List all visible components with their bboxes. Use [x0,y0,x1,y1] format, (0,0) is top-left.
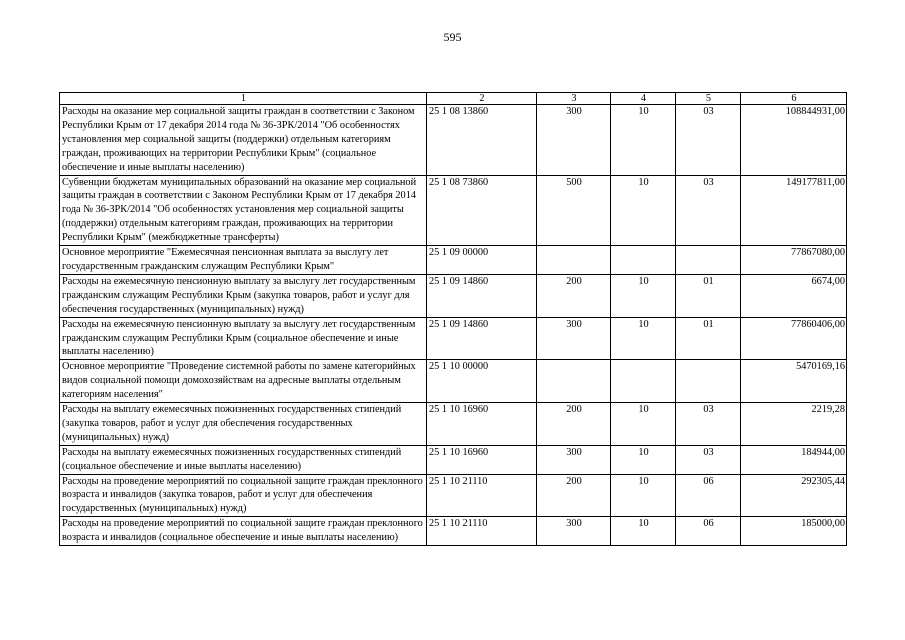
table-row [60,474,847,517]
section-code-cell: 10 [611,105,676,176]
table-row [60,517,847,546]
subsection-code-cell: 01 [676,274,741,317]
amount-cell: 5470169,16 [741,360,847,403]
target-article-code-cell: 25 1 09 14860 [427,317,537,360]
section-code-cell: 10 [611,403,676,446]
column-header: 5 [676,93,741,105]
amount-cell: 292305,44 [741,474,847,517]
table-row [60,360,847,403]
section-code-cell: 10 [611,175,676,246]
target-article-code-cell: 25 1 08 73860 [427,175,537,246]
section-code-cell: 10 [611,474,676,517]
target-article-code-cell: 25 1 09 00000 [427,246,537,275]
expense-name-cell: Основное мероприятие "Проведение системной работы по замене категорийных видов социальной помощи домохозяйствам на адресные выплаты отдельным категориям населения" [60,360,427,403]
amount-cell: 77860406,00 [741,317,847,360]
amount-cell: 77867080,00 [741,246,847,275]
table-row [60,317,847,360]
expense-type-code-cell: 200 [537,274,611,317]
expense-type-code-cell: 300 [537,105,611,176]
table-row [60,274,847,317]
table-header-row [60,93,847,105]
expense-type-code-cell: 500 [537,175,611,246]
table-row [60,445,847,474]
target-article-code-cell: 25 1 10 16960 [427,403,537,446]
target-article-code-cell: 25 1 10 16960 [427,445,537,474]
expense-type-code-cell: 200 [537,474,611,517]
amount-cell: 108844931,00 [741,105,847,176]
target-article-code-cell: 25 1 10 00000 [427,360,537,403]
subsection-code-cell: 06 [676,517,741,546]
amount-cell: 185000,00 [741,517,847,546]
table-row [60,105,847,176]
subsection-code-cell: 03 [676,105,741,176]
expense-type-code-cell: 300 [537,317,611,360]
expense-name-cell: Расходы на проведение мероприятий по социальной защите граждан преклонного возраста и инвалидов (социальное обеспечение и иные выплаты населению) [60,517,427,546]
section-code-cell: 10 [611,445,676,474]
subsection-code-cell [676,246,741,275]
subsection-code-cell: 03 [676,175,741,246]
expense-name-cell: Расходы на проведение мероприятий по социальной защите граждан преклонного возраста и инвалидов (закупка товаров, работ и услуг для обеспечения государственных (муниципальных) нужд) [60,474,427,517]
target-article-code-cell: 25 1 09 14860 [427,274,537,317]
column-header: 2 [427,93,537,105]
expense-name-cell: Основное мероприятие "Ежемесячная пенсионная выплата за выслугу лет государственным гражданским служащим Республики Крым" [60,246,427,275]
expense-name-cell: Расходы на оказание мер социальной защиты граждан в соответствии с Законом Республики Крым от 17 декабря 2014 года № 36-ЗРК/2014 "Об особенностях установления мер социальной защиты (поддержки) отдельным категориям граждан, проживающих на территории Республики Крым" (социальное обеспечение и иные выплаты населению) [60,105,427,176]
expense-type-code-cell [537,360,611,403]
expense-name-cell: Субвенции бюджетам муниципальных образований на оказание мер социальной защиты граждан в соответствии с Законом Республики Крым от 17 декабря 2014 года № 36-ЗРК/2014 "Об особенностях установления мер социальной защиты (поддержки) отдельным категориям граждан, проживающих на территории Республики Крым" (межбюджетные трансферты) [60,175,427,246]
amount-cell: 2219,28 [741,403,847,446]
subsection-code-cell [676,360,741,403]
section-code-cell: 10 [611,317,676,360]
subsection-code-cell: 03 [676,403,741,446]
section-code-cell [611,246,676,275]
column-header: 6 [741,93,847,105]
budget-table [59,92,847,546]
column-header: 4 [611,93,676,105]
column-header: 1 [60,93,427,105]
expense-name-cell: Расходы на выплату ежемесячных пожизненных государственных стипендий (социальное обеспечение и иные выплаты населению) [60,445,427,474]
expense-name-cell: Расходы на ежемесячную пенсионную выплату за выслугу лет государственным гражданским служащим Республики Крым (закупка товаров, работ и услуг для обеспечения государственных (муниципальных) нужд) [60,274,427,317]
section-code-cell [611,360,676,403]
expense-type-code-cell: 300 [537,517,611,546]
subsection-code-cell: 01 [676,317,741,360]
amount-cell: 149177811,00 [741,175,847,246]
section-code-cell: 10 [611,274,676,317]
expense-type-code-cell [537,246,611,275]
target-article-code-cell: 25 1 08 13860 [427,105,537,176]
table-row [60,246,847,275]
target-article-code-cell: 25 1 10 21110 [427,517,537,546]
section-code-cell: 10 [611,517,676,546]
subsection-code-cell: 03 [676,445,741,474]
amount-cell: 6674,00 [741,274,847,317]
expense-type-code-cell: 200 [537,403,611,446]
amount-cell: 184944,00 [741,445,847,474]
table-row [60,175,847,246]
table-row [60,403,847,446]
expense-type-code-cell: 300 [537,445,611,474]
expense-name-cell: Расходы на ежемесячную пенсионную выплату за выслугу лет государственным гражданским служащим Республики Крым (социальное обеспечение и иные выплаты населению) [60,317,427,360]
expense-name-cell: Расходы на выплату ежемесячных пожизненных государственных стипендий (закупка товаров, работ и услуг для обеспечения государственных (муниципальных) нужд) [60,403,427,446]
page-number: 595 [443,30,462,44]
target-article-code-cell: 25 1 10 21110 [427,474,537,517]
subsection-code-cell: 06 [676,474,741,517]
column-header: 3 [537,93,611,105]
